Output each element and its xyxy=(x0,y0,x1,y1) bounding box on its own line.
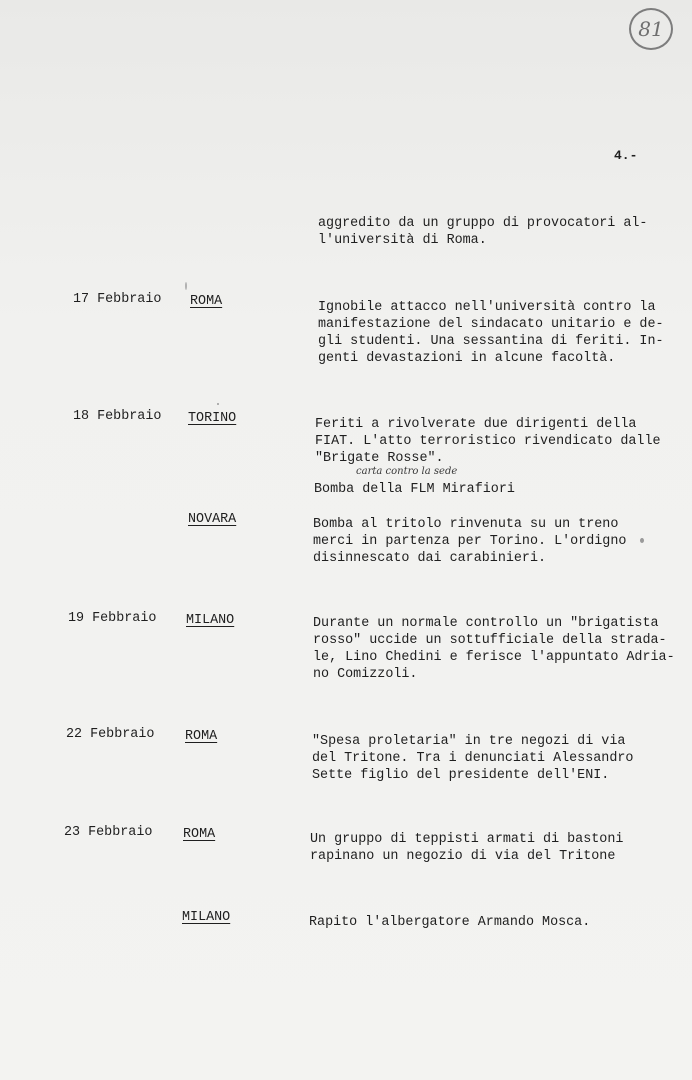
entry-text-line: merci in partenza per Torino. L'ordigno xyxy=(313,534,627,549)
entry-text-line: FIAT. L'atto terroristico rivendicato dalle xyxy=(315,434,661,449)
scan-speck xyxy=(185,282,187,290)
entry-text-line: Ignobile attacco nell'università contro la xyxy=(318,300,656,315)
entry-city: ROMA xyxy=(185,729,218,744)
entry-text-line: rapinano un negozio di via del Tritone xyxy=(310,849,616,864)
entry-date: 19 Febbraio xyxy=(68,611,157,626)
entry-text-line: "Brigate Rosse". xyxy=(315,451,444,466)
entry-text-line: "Spesa proletaria" in tre negozi di via xyxy=(312,734,626,749)
handwritten-annotation: carta contro la sede xyxy=(356,466,458,477)
entry-city: MILANO xyxy=(182,910,231,925)
entry-city: ROMA xyxy=(183,827,216,842)
entry-city: MILANO xyxy=(186,613,235,628)
entry-city: TORINO xyxy=(188,411,237,426)
entry-text-line: Feriti a rivolverate due dirigenti della xyxy=(315,417,637,432)
entry-text-line: gli studenti. Una sessantina di feriti. In- xyxy=(318,334,664,349)
entry-text-line: genti devastazioni in alcune facoltà. xyxy=(318,351,616,366)
entry-extra-line: Bomba della FLM Mirafiori xyxy=(314,482,515,497)
entry-date: 17 Febbraio xyxy=(73,292,162,307)
entry-date: 23 Febbraio xyxy=(64,825,153,840)
entry-date: 18 Febbraio xyxy=(73,409,162,424)
entry-text-line: Durante un normale controllo un "brigatista xyxy=(313,616,659,631)
entry-text-line: Un gruppo di teppisti armati di bastoni xyxy=(310,832,624,847)
entry-text-line: Rapito l'albergatore Armando Mosca. xyxy=(309,915,591,930)
continuation-line: aggredito da un gruppo di provocatori al- xyxy=(318,216,648,231)
scan-speck xyxy=(217,403,219,405)
continuation-line: l'università di Roma. xyxy=(318,233,487,248)
entry-text-line: Sette figlio del presidente dell'ENI. xyxy=(312,768,610,783)
archive-stamp: 81 xyxy=(629,8,673,50)
entry-text-line: disinnescato dai carabinieri. xyxy=(313,551,547,566)
scan-speck xyxy=(640,538,644,543)
entry-city: NOVARA xyxy=(188,512,237,527)
entry-text-line: rosso" uccide un sottufficiale della strada- xyxy=(313,633,667,648)
entry-text-line: le, Lino Chedini e ferisce l'appuntato Adria- xyxy=(313,650,675,665)
page-number: 4.- xyxy=(614,148,638,163)
entry-text-line: del Tritone. Tra i denunciati Alessandro xyxy=(312,751,634,766)
entry-text-line: no Comizzoli. xyxy=(313,667,418,682)
entry-text-line: Bomba al tritolo rinvenuta su un treno xyxy=(313,517,619,532)
entry-date: 22 Febbraio xyxy=(66,727,155,742)
entry-text-line: manifestazione del sindacato unitario e de- xyxy=(318,317,664,332)
entry-city: ROMA xyxy=(190,294,223,309)
